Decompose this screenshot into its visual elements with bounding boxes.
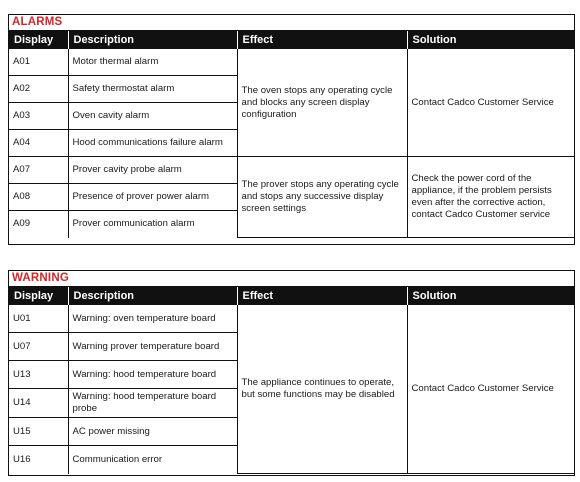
table-row: [9, 305, 574, 333]
alarms-header-row: [9, 31, 574, 49]
alarm-description: Oven cavity alarm: [68, 103, 237, 130]
header-solution: Solution: [407, 287, 574, 305]
alarm-description: Prover cavity probe alarm: [68, 157, 237, 184]
warning-code: U14: [9, 389, 68, 418]
warning-header-row: [9, 287, 574, 305]
header-display: Display: [9, 287, 68, 305]
header-solution: Solution: [407, 31, 574, 49]
alarm-effect: The prover stops any operating cycle and stops any successive display screen settings: [237, 157, 407, 238]
alarm-solution: Contact Cadco Customer Service: [407, 49, 574, 157]
alarms-title: ALARMS: [9, 15, 574, 31]
alarm-description: Presence of prover power alarm: [68, 184, 237, 211]
alarm-description: Safety thermostat alarm: [68, 76, 237, 103]
warning-code: U13: [9, 361, 68, 389]
header-effect: Effect: [237, 287, 407, 305]
warning-code: U07: [9, 333, 68, 361]
header-description: Description: [68, 287, 237, 305]
warning-code: U01: [9, 305, 68, 333]
alarm-description: Prover communication alarm: [68, 211, 237, 238]
warning-description: AC power missing: [68, 418, 237, 446]
header-description: Description: [68, 31, 237, 49]
warning-effect: The appliance continues to operate, but some functions may be disabled: [237, 305, 407, 474]
alarm-code: A09: [9, 211, 68, 238]
alarm-code: A08: [9, 184, 68, 211]
warning-description: Warning: hood temperature board probe: [68, 389, 237, 418]
warning-section: [8, 270, 575, 476]
alarm-effect: The oven stops any operating cycle and blocks any screen display configuration: [237, 49, 407, 157]
alarm-code: A01: [9, 49, 68, 76]
table-row: [9, 49, 574, 76]
header-display: Display: [9, 31, 68, 49]
alarm-description: Motor thermal alarm: [68, 49, 237, 76]
alarm-code: A03: [9, 103, 68, 130]
alarms-section: [8, 14, 575, 245]
alarm-code: A02: [9, 76, 68, 103]
alarm-solution: Check the power cord of the appliance, if the problem persists even after the corrective action, contact Cadco Customer service: [407, 157, 574, 238]
warning-table: [9, 287, 574, 474]
warning-description: Communication error: [68, 446, 237, 474]
header-effect: Effect: [237, 31, 407, 49]
alarm-code: A07: [9, 157, 68, 184]
warning-code: U16: [9, 446, 68, 474]
table-row: [9, 157, 574, 184]
warning-solution: Contact Cadco Customer Service: [407, 305, 574, 474]
alarm-description: Hood communications failure alarm: [68, 130, 237, 157]
warning-description: Warning: hood temperature board: [68, 361, 237, 389]
warning-code: U15: [9, 418, 68, 446]
alarms-table: [9, 31, 574, 238]
warning-title: WARNING: [9, 271, 574, 287]
alarm-code: A04: [9, 130, 68, 157]
warning-description: Warning: oven temperature board: [68, 305, 237, 333]
warning-description: Warning prover temperature board: [68, 333, 237, 361]
